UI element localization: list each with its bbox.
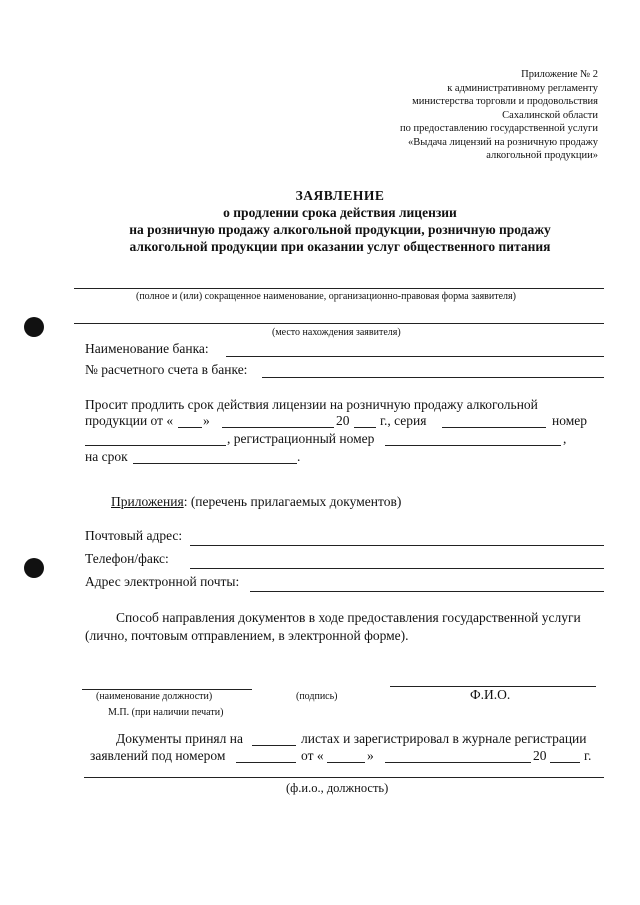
registration-number-field[interactable] <box>385 445 561 446</box>
sheets-count-field[interactable] <box>252 745 296 746</box>
attachments-text: : (перечень прилагаемых документов) <box>183 494 402 509</box>
term-field[interactable] <box>133 463 297 464</box>
appendix-line: к административному регламенту <box>447 82 598 94</box>
acceptance-date-quote: » <box>367 748 374 763</box>
acceptance-day-field[interactable] <box>327 762 365 763</box>
request-term-label: на срок <box>85 449 128 464</box>
position-field[interactable] <box>82 689 252 690</box>
request-date-prefix: продукции от « <box>85 413 174 428</box>
title-line: на розничную продажу алкогольной продукции, розничную продажу <box>129 222 551 237</box>
appendix-header <box>400 68 598 163</box>
delivery-method-line-1: Способ направления документов в ходе предоставления государственной услуги <box>116 610 581 625</box>
request-reg-comma: , <box>563 431 567 446</box>
delivery-method-line-2: (лично, почтовым отправлением, в электронной форме). <box>85 628 409 643</box>
attachments-label: Приложения <box>111 494 184 509</box>
acceptance-line-1a: Документы принял на <box>116 731 243 746</box>
appendix-line: алкогольной продукции» <box>486 150 598 161</box>
phone-fax-label: Телефон/факс: <box>85 551 169 566</box>
email-field[interactable] <box>250 591 604 592</box>
punch-hole-icon <box>24 558 44 578</box>
request-term-dot: . <box>297 449 301 464</box>
stamp-caption: М.П. (при наличии печати) <box>108 707 224 718</box>
signature-caption: (подпись) <box>296 691 338 702</box>
postal-address-label: Почтовый адрес: <box>85 528 183 543</box>
phone-fax-field[interactable] <box>190 568 604 569</box>
request-year-label: 20 <box>336 413 350 428</box>
appendix-line: по предоставлению государственной услуги <box>400 123 598 134</box>
bank-name-field[interactable] <box>226 356 604 357</box>
request-number-label: номер <box>552 413 588 428</box>
postal-address-field[interactable] <box>190 545 604 546</box>
document-title <box>80 187 600 255</box>
fio-caption: Ф.И.О. <box>470 687 511 702</box>
request-reg-label: , регистрационный номер <box>227 431 375 446</box>
appendix-line: «Выдача лицензий на розничную продажу <box>408 136 598 148</box>
appendix-line: Приложение № 2 <box>521 69 598 80</box>
request-date-quote: » <box>203 413 210 428</box>
applicant-location-caption: (место нахождения заявителя) <box>272 327 401 338</box>
acceptance-year-suffix: г. <box>584 748 592 763</box>
applicant-location-field[interactable] <box>74 323 604 324</box>
license-series-field[interactable] <box>442 427 546 428</box>
applicant-name-field[interactable] <box>74 288 604 289</box>
bank-name-label: Наименование банка: <box>85 341 209 356</box>
account-label: № расчетного счета в банке: <box>85 362 248 377</box>
request-series-label: г., серия <box>380 413 427 428</box>
appendix-line: Сахалинской области <box>502 109 598 121</box>
acceptance-month-field[interactable] <box>385 762 531 763</box>
acceptance-date-prefix: от « <box>301 748 324 763</box>
title-line: алкогольной продукции при оказании услуг общественного питания <box>129 239 551 254</box>
official-fio-caption: (ф.и.о., должность) <box>286 781 389 795</box>
email-label: Адрес электронной почты: <box>85 574 240 589</box>
registration-journal-number-field[interactable] <box>236 762 296 763</box>
punch-hole-icon <box>24 317 44 337</box>
acceptance-line-1b: листах и зарегистрировал в журнале регистрации <box>301 731 587 746</box>
license-month-field[interactable] <box>222 427 334 428</box>
acceptance-year-field[interactable] <box>550 762 580 763</box>
title-line: о продлении срока действия лицензии <box>223 205 457 220</box>
acceptance-line-2a: заявлений под номером <box>90 748 226 763</box>
official-fio-field[interactable] <box>84 777 604 778</box>
applicant-name-caption: (полное и (или) сокращенное наименование, организационно-правовая форма заявителя) <box>136 291 516 302</box>
license-day-field[interactable] <box>178 427 202 428</box>
appendix-line: министерства торговли и продовольствия <box>412 96 598 107</box>
request-line-1: Просит продлить срок действия лицензии на розничную продажу алкогольной <box>85 397 538 412</box>
position-caption: (наименование должности) <box>96 691 213 702</box>
license-number-field[interactable] <box>85 445 226 446</box>
acceptance-year-label: 20 <box>533 748 547 763</box>
account-field[interactable] <box>262 377 604 378</box>
license-year-field[interactable] <box>354 427 376 428</box>
title-main: ЗАЯВЛЕНИЕ <box>295 188 385 203</box>
attachments-line <box>111 494 401 510</box>
